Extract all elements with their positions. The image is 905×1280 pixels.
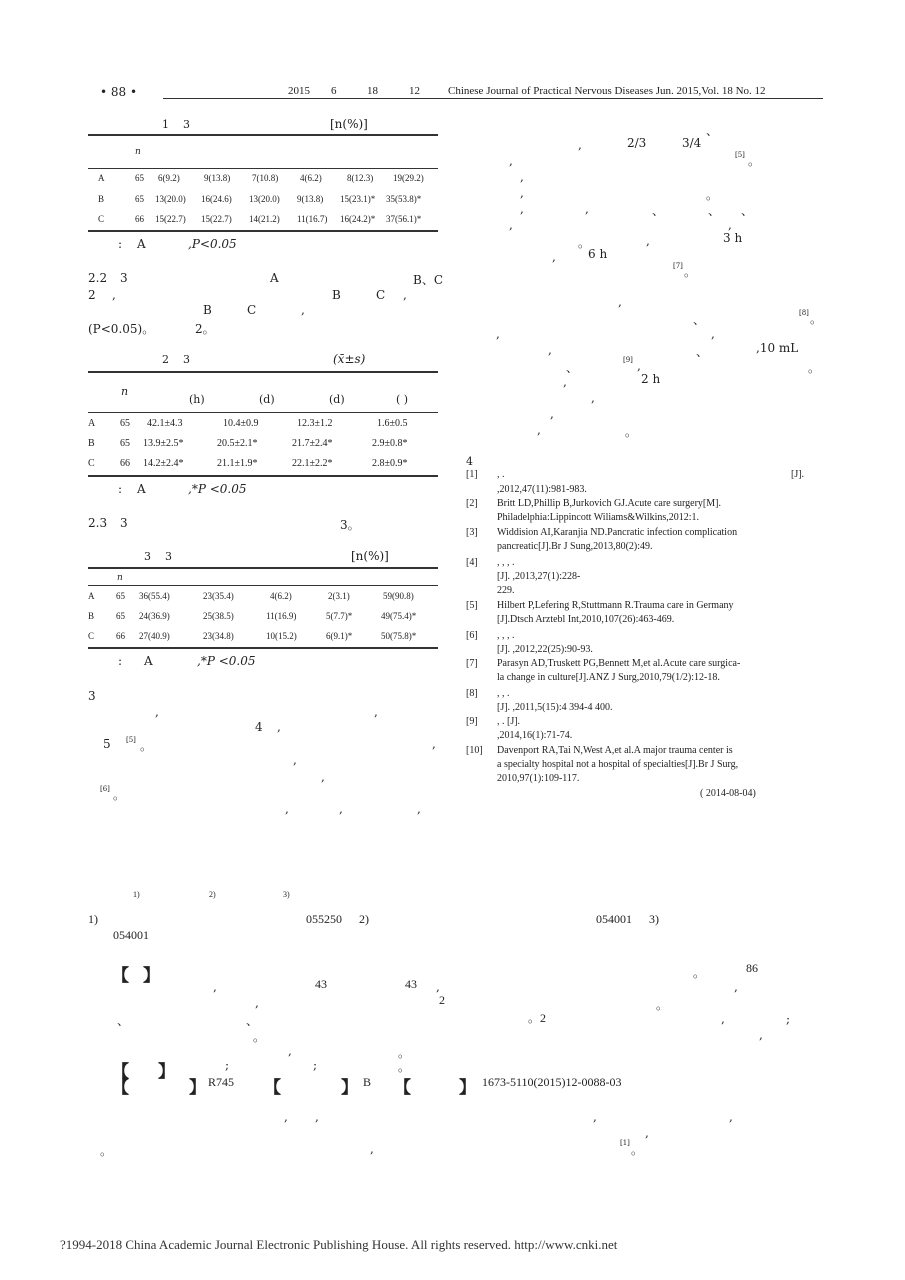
fraction: 3/4 — [682, 136, 702, 150]
table2-bottom-rule — [88, 475, 438, 477]
table2-groups: 3 — [183, 353, 190, 366]
doc-code-bracket: 】 — [341, 1078, 358, 1098]
table3-cell: 66 — [116, 631, 125, 641]
section23-table-ref: 3。 — [340, 518, 360, 532]
punctuation: , — [155, 705, 159, 719]
reference-number: [9] — [466, 716, 478, 727]
punctuation: , — [563, 375, 567, 389]
section22-c2: C — [376, 288, 386, 302]
number: 43 — [315, 977, 327, 991]
citation: [7] — [673, 262, 683, 270]
citation: [5] — [735, 151, 745, 159]
table3-cell: 65 — [116, 611, 125, 621]
table3-cell: 23(35.4) — [203, 591, 234, 601]
reference-line: , , , . — [497, 557, 515, 568]
table2-n-header: n — [121, 385, 129, 398]
punctuation: 。 — [625, 425, 638, 439]
table3-cell: 49(75.4)* — [381, 611, 417, 621]
section22-comma4: , — [301, 303, 305, 317]
punctuation: , — [585, 202, 589, 216]
punctuation: 。 — [748, 154, 761, 168]
punctuation: 。 — [398, 1046, 411, 1060]
table3-cell: A — [88, 591, 95, 601]
reference-line: 229. — [497, 585, 515, 596]
punctuation: ; — [786, 1012, 791, 1026]
punctuation: , — [578, 138, 582, 152]
duration: 3 h — [723, 231, 743, 245]
reference-line: [J]. ,2013,27(1):228- — [497, 571, 581, 582]
punctuation: , — [729, 1110, 733, 1124]
punctuation: , — [288, 1044, 292, 1058]
table1-cell: 15(22.7) — [201, 214, 232, 224]
punctuation: 、 — [566, 361, 579, 375]
punctuation: 、 — [706, 124, 719, 138]
table2-cell: B — [88, 438, 95, 449]
table2-top-rule — [88, 371, 438, 373]
punctuation: , — [548, 343, 552, 357]
number: 86 — [746, 961, 758, 975]
punctuation: 、 — [652, 204, 665, 218]
section22-b3: B — [203, 303, 212, 317]
table2-cell: 2.8±0.9* — [372, 458, 408, 469]
punctuation: , — [213, 980, 217, 994]
table3-cell: 5(7.7)* — [326, 611, 353, 621]
number: 43 — [405, 977, 417, 991]
punctuation: 。 — [578, 236, 591, 250]
citation: [8] — [799, 309, 809, 317]
table1-note-colon: : — [118, 237, 123, 251]
references-heading: 4 — [466, 455, 473, 468]
reference-tag: [J]. — [791, 469, 805, 480]
table3-cell: C — [88, 631, 95, 641]
table3-groups: 3 — [165, 550, 172, 563]
punctuation: , — [759, 1028, 763, 1042]
table1-cell: C — [98, 214, 105, 224]
punctuation: 、 — [708, 204, 721, 218]
duration: 2 h — [641, 372, 661, 386]
reference-line: a specialty hospital not a hospital of specialties[J].Br J Surg, — [497, 759, 739, 770]
table3-unit: [n(%)] — [351, 549, 389, 563]
table1-cell: 65 — [135, 173, 144, 183]
table2-cell: 65 — [120, 438, 130, 449]
section22-p: (P<0.05)。 — [88, 322, 155, 336]
punctuation: , — [370, 1142, 374, 1156]
reference-line: pancreatic[J].Br J Sung,2013,80(2):49. — [497, 541, 653, 552]
header-journal-en: Chinese Journal of Practical Nervous Diseases Jun. 2015,Vol. 18 No. 12 — [448, 85, 766, 97]
table1-cell: 11(16.7) — [297, 214, 328, 224]
number: 5 — [103, 737, 111, 751]
citation: [9] — [623, 356, 633, 364]
table1-cell: 16(24.2)* — [340, 214, 376, 224]
punctuation: , — [284, 1110, 288, 1124]
table2-cell: A — [88, 418, 96, 429]
table3-cell: 4(6.2) — [270, 591, 292, 601]
section23-n: 3 — [120, 516, 128, 530]
table3-cell: 10(15.2) — [266, 631, 297, 641]
section22-line2-comma: , — [112, 288, 116, 302]
table1-cell: 6(9.2) — [158, 173, 180, 183]
table1-cell: 14(21.2) — [249, 214, 280, 224]
table1-note-group: A — [137, 237, 146, 251]
punctuation: , — [436, 980, 440, 994]
punctuation: ; — [313, 1058, 318, 1072]
table3-cell: 27(40.9) — [139, 631, 170, 641]
table3-note-colon: : — [118, 654, 123, 668]
punctuation: 、 — [696, 345, 709, 359]
punctuation: , — [593, 1110, 597, 1124]
reference-number: [2] — [466, 498, 478, 509]
table1-cell: 8(12.3) — [347, 173, 374, 183]
reference-line: Widdision AI,Karanjia ND.Pancratic infection complication — [497, 527, 738, 538]
table2-cell: C — [88, 458, 95, 469]
reference-line: Britt LD,Phillip B,Jurkovich GJ.Acute care surgery[M]. — [497, 498, 721, 509]
table1-cell: 19(29.2) — [393, 173, 424, 183]
reference-line: [J]. ,2012,22(25):90-93. — [497, 644, 593, 655]
table3-cell: 25(38.5) — [203, 611, 234, 621]
punctuation: 。 — [706, 188, 719, 202]
header-month: 6 — [331, 85, 337, 97]
table1-bottom-rule — [88, 230, 438, 232]
section22-c3: C — [247, 303, 257, 317]
table2-unit-h: (h) — [189, 393, 205, 406]
reference-line: Philadelphia:Lippincott Wiliams&Wilkins,2012:1. — [497, 512, 700, 523]
section22-a: A — [270, 271, 279, 285]
clc-bracket: 【 — [112, 1078, 129, 1098]
section22-n: 3 — [120, 271, 128, 285]
table2-unit-d1: (d) — [259, 393, 275, 406]
article-number: 1673-5110(2015)12-0088-03 — [482, 1075, 622, 1089]
reference-line: Parasyn AD,Truskett PG,Bennett M,et al.Acute care surgica- — [497, 658, 741, 669]
table1-top-rule — [88, 134, 438, 136]
header-issue: 12 — [409, 85, 420, 97]
punctuation: , — [509, 218, 513, 232]
reference-line: , , . — [497, 688, 510, 699]
table2-cell: 20.5±2.1* — [217, 438, 258, 449]
section22-label: 2.2 — [88, 271, 108, 285]
punctuation: 。 — [656, 998, 669, 1012]
punctuation: , — [293, 753, 297, 767]
reference-line: , . [J]. — [497, 716, 521, 727]
reference-number: [6] — [466, 630, 478, 641]
section23-label: 2.3 — [88, 516, 108, 530]
table1-cell: 65 — [135, 194, 144, 204]
table2-unit-d2: (d) — [329, 393, 345, 406]
reference-line: ,2012,47(11):981-983. — [497, 484, 587, 495]
article-no-bracket: 【 — [394, 1078, 411, 1098]
clc-number: R745 — [208, 1075, 235, 1089]
table1-cell: A — [98, 173, 105, 183]
reference-number: [1] — [466, 469, 478, 480]
citation: [6] — [100, 785, 110, 793]
reference-number: [5] — [466, 600, 478, 611]
punctuation: , — [321, 770, 325, 784]
clc-bracket: 】 — [189, 1078, 206, 1098]
table1-cell: 35(53.8)* — [386, 194, 422, 204]
table3-cell: 65 — [116, 591, 125, 601]
number: 2 — [439, 993, 445, 1007]
table1-cell: 13(20.0) — [249, 194, 280, 204]
abstract-bracket: 】 — [143, 966, 160, 986]
punctuation: 。 — [693, 966, 706, 980]
volume: ,10 mL — [756, 341, 799, 355]
doc-code: B — [363, 1075, 372, 1089]
table1-number: 1 — [162, 118, 169, 131]
doc-code-bracket: 【 — [264, 1078, 281, 1098]
section22-line2-num: 2 — [88, 288, 96, 302]
punctuation: 、 — [693, 313, 706, 327]
table2-cell: 10.4±0.9 — [223, 418, 259, 429]
number: 。2 — [528, 1011, 547, 1025]
affiliation-marker: 1) — [88, 912, 98, 926]
table2-unit: (x̄±s) — [333, 352, 366, 366]
number: 4 — [255, 720, 263, 734]
table2-cell: 2.9±0.8* — [372, 438, 408, 449]
table2-cell: 22.1±2.2* — [292, 458, 333, 469]
table2-cell: 13.9±2.5* — [143, 438, 184, 449]
punctuation: , — [637, 359, 641, 373]
punctuation: , — [552, 250, 556, 264]
punctuation: , — [734, 980, 738, 994]
punctuation: , — [618, 295, 622, 309]
punctuation: , — [520, 186, 524, 200]
article-no-bracket: 】 — [459, 1078, 476, 1098]
punctuation: 、 — [246, 1014, 259, 1028]
reference-line: Hilbert P,Lefering R,Stuttmann R.Trauma care in Germany — [497, 600, 734, 611]
keywords-bracket: 】 — [158, 1062, 175, 1082]
punctuation: , — [417, 802, 421, 816]
reference-number: [10] — [466, 745, 483, 756]
punctuation: , — [374, 705, 378, 719]
table2-cell: 21.1±1.9* — [217, 458, 258, 469]
punctuation: 。 — [684, 265, 697, 279]
table1-cell: 16(24.6) — [201, 194, 232, 204]
punctuation: 。 — [631, 1143, 644, 1157]
section22-b2: B — [332, 288, 341, 302]
table1-groups: 3 — [183, 118, 190, 131]
author-superscript: 2) — [209, 890, 216, 899]
table1-cell: 9(13.8) — [297, 194, 324, 204]
table2-cell: 65 — [120, 418, 130, 429]
table2-number: 2 — [162, 353, 169, 366]
table1-cell: 15(23.1)* — [340, 194, 376, 204]
reference-line: la change in culture[J].ANZ J Surg,2010,79(1/2):12-18. — [497, 672, 720, 683]
reference-number: [4] — [466, 557, 478, 568]
reference-number: [7] — [466, 658, 478, 669]
punctuation: , — [645, 1126, 649, 1140]
punctuation: , — [591, 391, 595, 405]
section22-table-ref: 2。 — [195, 322, 215, 336]
affiliation-marker: 2) — [359, 912, 369, 926]
reference-number: [3] — [466, 527, 478, 538]
reference-line: , . — [497, 469, 505, 480]
table1-cell: 15(22.7) — [155, 214, 186, 224]
section22-bc: B、C — [413, 273, 444, 287]
table3-cell: 23(34.8) — [203, 631, 234, 641]
page-number: • 88 • — [100, 85, 138, 99]
reference-number: [8] — [466, 688, 478, 699]
postal-code: 054001 — [113, 928, 149, 942]
punctuation: , — [277, 720, 281, 734]
table3-note-p: ,*P <0.05 — [197, 654, 256, 668]
punctuation: 。 — [810, 312, 823, 326]
duration: 6 h — [588, 247, 608, 261]
punctuation: 。 — [253, 1030, 266, 1044]
table3-number: 3 — [144, 550, 151, 563]
table2-cell: 42.1±4.3 — [147, 418, 183, 429]
reference-line: Davenport RA,Tai N,West A,et al.A major trauma center is — [497, 745, 733, 756]
table3-cell: 36(55.4) — [139, 591, 170, 601]
table1-cell: 13(20.0) — [155, 194, 186, 204]
table1-unit: [n(%)] — [330, 117, 368, 131]
author-superscript: 3) — [283, 890, 290, 899]
table3-bottom-rule — [88, 647, 438, 649]
punctuation: , — [728, 218, 732, 232]
table2-cell: 21.7±2.4* — [292, 438, 333, 449]
punctuation: 、 — [741, 204, 754, 218]
punctuation: 。 — [113, 788, 126, 802]
table3-mid-rule — [88, 585, 438, 586]
table3-cell: 2(3.1) — [328, 591, 350, 601]
table3-cell: 6(9.1)* — [326, 631, 353, 641]
postal-code: 055250 — [306, 912, 342, 926]
table3-note-group: A — [144, 654, 153, 668]
postal-code: 054001 — [596, 912, 632, 926]
reference-line: ,2014,16(1):71-74. — [497, 730, 573, 741]
punctuation: 。 — [100, 1144, 113, 1158]
citation: [5] — [126, 736, 136, 744]
punctuation: , — [646, 234, 650, 248]
table2-note-colon: : — [118, 482, 123, 496]
table1-cell: 4(6.2) — [300, 173, 322, 183]
punctuation: , — [520, 170, 524, 184]
punctuation: , — [432, 737, 436, 751]
punctuation: , — [537, 423, 541, 437]
punctuation: , — [711, 327, 715, 341]
fraction: 2/3 — [627, 136, 647, 150]
affiliation-marker: 3) — [649, 912, 659, 926]
table1-cell: 9(13.8) — [204, 173, 231, 183]
table1-mid-rule — [88, 168, 438, 169]
header-volume: 18 — [367, 85, 378, 97]
table3-cell: 59(90.8) — [383, 591, 414, 601]
table2-cell: 66 — [120, 458, 130, 469]
table1-n-header: n — [135, 147, 141, 157]
reference-line: , , , . — [497, 630, 515, 641]
punctuation: , — [550, 407, 554, 421]
punctuation: , — [509, 154, 513, 168]
table2-note-p: ,*P <0.05 — [188, 482, 247, 496]
received-date: ( 2014-08-04) — [700, 788, 756, 799]
punctuation: 、 — [117, 1014, 130, 1028]
table3-cell: 50(75.8)* — [381, 631, 417, 641]
punctuation: , — [721, 1012, 725, 1026]
citation: [1] — [620, 1139, 630, 1147]
punctuation: ; — [225, 1058, 230, 1072]
header-rule — [163, 98, 823, 99]
table2-mid-rule — [88, 412, 438, 413]
abstract-bracket: 【 — [112, 966, 129, 986]
table3-n-header: n — [117, 573, 123, 583]
table2-cell: 14.2±2.4* — [143, 458, 184, 469]
punctuation: , — [285, 802, 289, 816]
table3-cell: 24(36.9) — [139, 611, 170, 621]
header-year: 2015 — [288, 85, 310, 97]
table1-note-p: ,P<0.05 — [188, 237, 237, 251]
reference-line: 2010,97(1):109-117. — [497, 773, 580, 784]
punctuation: , — [520, 202, 524, 216]
reference-line: [J]. ,2011,5(15):4 394-4 400. — [497, 702, 613, 713]
punctuation: , — [315, 1110, 319, 1124]
section3-label: 3 — [88, 689, 96, 703]
punctuation: , — [255, 996, 259, 1010]
table2-cell: 12.3±1.2 — [297, 418, 333, 429]
punctuation: , — [339, 802, 343, 816]
table1-cell: 66 — [135, 214, 144, 224]
punctuation: , — [496, 327, 500, 341]
table2-note-group: A — [137, 482, 146, 496]
table1-cell: 7(10.8) — [252, 173, 279, 183]
table3-cell: 11(16.9) — [266, 611, 297, 621]
table1-cell: 37(56.1)* — [386, 214, 422, 224]
table1-cell: B — [98, 194, 105, 204]
section22-comma3: , — [403, 288, 407, 302]
reference-line: [J].Dtsch Arztebl Int,2010,107(26):463-469. — [497, 614, 675, 625]
keywords-bracket: 【 — [112, 1062, 129, 1082]
copyright-footer: ?1994-2018 China Academic Journal Electronic Publishing House. All rights reserved. http://www.cnki.net — [60, 1237, 618, 1252]
table3-top-rule — [88, 567, 438, 569]
table2-unit-last: ( ) — [396, 393, 409, 406]
author-superscript: 1) — [133, 890, 140, 899]
punctuation: 。 — [398, 1060, 411, 1074]
punctuation: 。 — [140, 739, 153, 753]
punctuation: 。 — [808, 361, 821, 375]
table3-cell: B — [88, 611, 95, 621]
table2-cell: 1.6±0.5 — [377, 418, 408, 429]
